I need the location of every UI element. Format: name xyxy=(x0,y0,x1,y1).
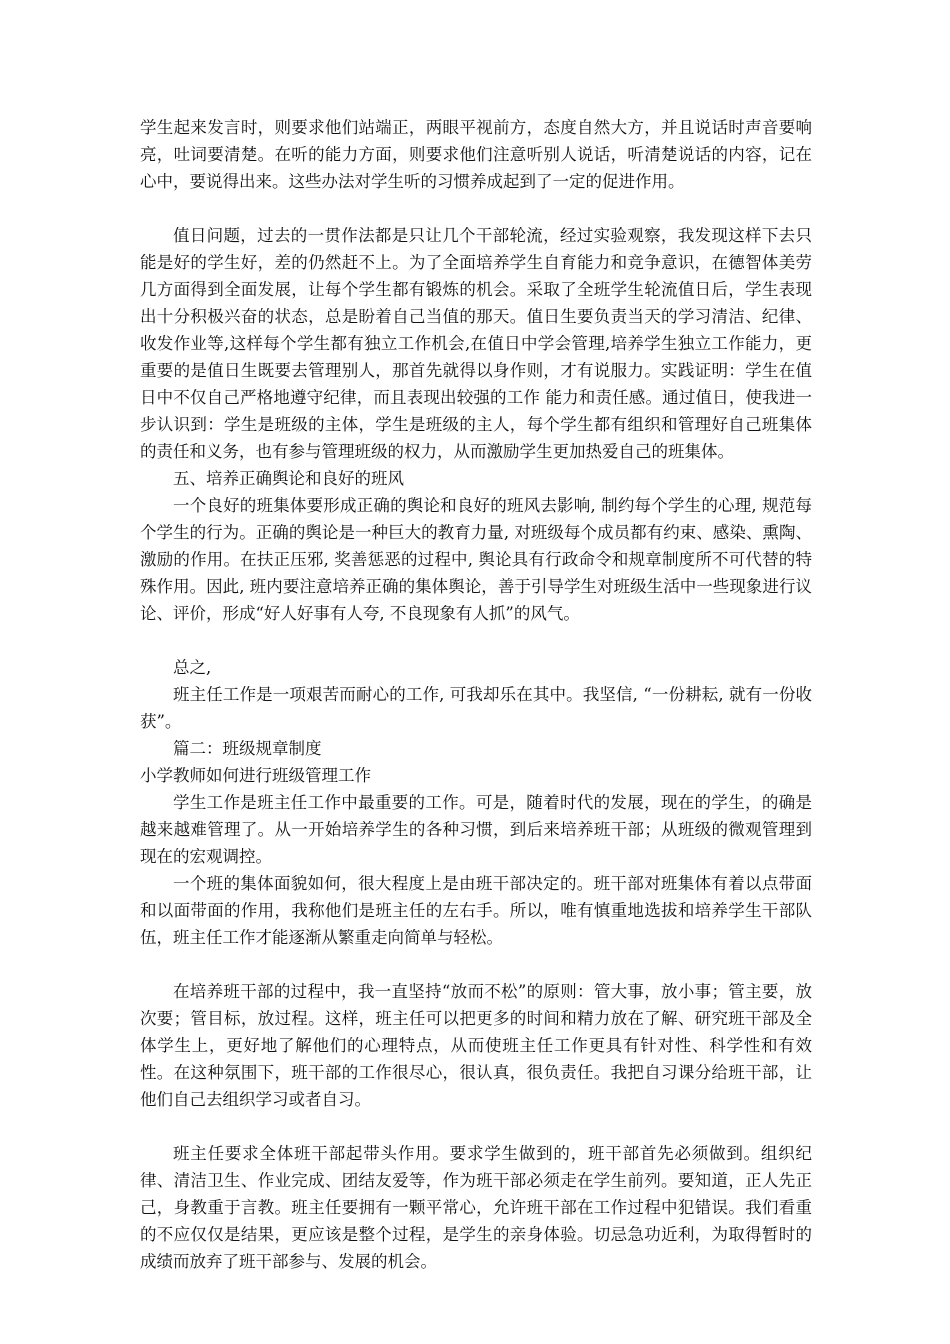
paragraph-class-cadres: 一个班的集体面貌如何，很大程度上是由班干部决定的。班干部对班集体有着以点带面和以面带面的作用，我称他们是班主任的左右手。所以，唯有慎重地选拔和培养学生干部队伍，班主任工作才能逐渐从繁重走向简单与轻松。 xyxy=(140,874,812,947)
paragraph-lead-by-example: 班主任要求全体班干部起带头作用。要求学生做到的，班干部首先必须做到。组织纪律、清洁卫生、作业完成、团结友爱等，作为班干部必须走在学生前列。要知道，正人先正己，身教重于言教。班主任要拥有一颗平常心，允许班干部在工作过程中犯错误。我们看重的不应仅仅是结果，更应该是整个过程，是学生的亲身体验。切忌急功近利，为取得暂时的成绩而放弃了班干部参与、发展的机会。 xyxy=(140,1144,812,1271)
article-title: 小学教师如何进行班级管理工作 xyxy=(140,766,371,785)
paragraph-cadre-training: 在培养班干部的过程中，我一直坚持“放而不松”的原则：管大事，放小事；管主要，放次要；管目标，放过程。这样，班主任可以把更多的时间和精力放在了解、研究班干部及全体学生上，更好地了解他们的心理特点，从而使班主任工作更具有针对性、科学性和有效性。在这种氛围下，班干部的工作很尽心，很认真，很负责任。我把自习课分给班干部，让他们自己去组织学习或者自习。 xyxy=(140,982,812,1109)
paragraph-listening-habits: 学生起来发言时，则要求他们站端正，两眼平视前方，态度自然大方，并且说话时声音要响亮，吐词要清楚。在听的能力方面，则要求他们注意听别人说话，听清楚说话的内容，记在心中，要说得出来。这些办法对学生听的习惯养成起到了一定的促进作用。 xyxy=(140,118,812,191)
section-heading-five: 五、培养正确舆论和良好的班风 xyxy=(173,469,404,488)
paragraph-duty-rotation: 值日问题，过去的一贯作法都是只让几个干部轮流，经过实验观察，我发现这样下去只能是好的学生好，差的仍然赶不上。为了全面培养学生自育能力和竞争意识，在德智体美劳几方面得到全面发展，让每个学生都有锻炼的机会。采取了全班学生轮流值日后，学生表现出十分积极兴奋的状态，总是盼着自己当值的那天。值日生要负责当天的学习清洁、纪律、收发作业等,这样每个学生都有独立工作机会,在值日中学会管理,培养学生独立工作能力，更重要的是值日生既要去管理别人，那首先就得以身作则，才有说服力。实践证明：学生在值日中不仅自己严格地遵守纪律，而且表现出较强的工作 能力和责任感。通过值日，使我进一步认识到：学生是班级的主体，学生是班级的主人，每个学生都有组织和管理好自己班集体的责任和义务，也有参与管理班级的权力，从而激励学生更加热爱自己的班集体。 xyxy=(140,226,812,461)
document-body xyxy=(140,114,812,1275)
paragraph-conclusion-lead: 总之, xyxy=(173,658,212,677)
paragraph-public-opinion: 一个良好的班集体要形成正确的舆论和良好的班风去影响, 制约每个学生的心理, 规范每个学生的行为。正确的舆论是一种巨大的教育力量, 对班级每个成员都有约束、感染、熏陶、激励的作用。在扶正压邪, 奖善惩恶的过程中, 舆论具有行政命令和规章制度所不可代替的特殊作用。因此, 班内要注意培养正确的集体舆论，善于引导学生对班级生活中一些现象进行议论、评价，形成“好人好事有人夸, 不良现象有人抓”的风气。 xyxy=(140,496,812,623)
paragraph-student-work: 学生工作是班主任工作中最重要的工作。可是，随着时代的发展，现在的学生，的确是越来越难管理了。从一开始培养学生的各种习惯，到后来培养班干部；从班级的微观管理到现在的宏观调控。 xyxy=(140,793,812,866)
paragraph-conclusion: 班主任工作是一项艰苦而耐心的工作, 可我却乐在其中。我坚信, “一份耕耘, 就有一份收获”。 xyxy=(140,685,812,731)
chapter-heading-two: 篇二：班级规章制度 xyxy=(173,739,322,758)
